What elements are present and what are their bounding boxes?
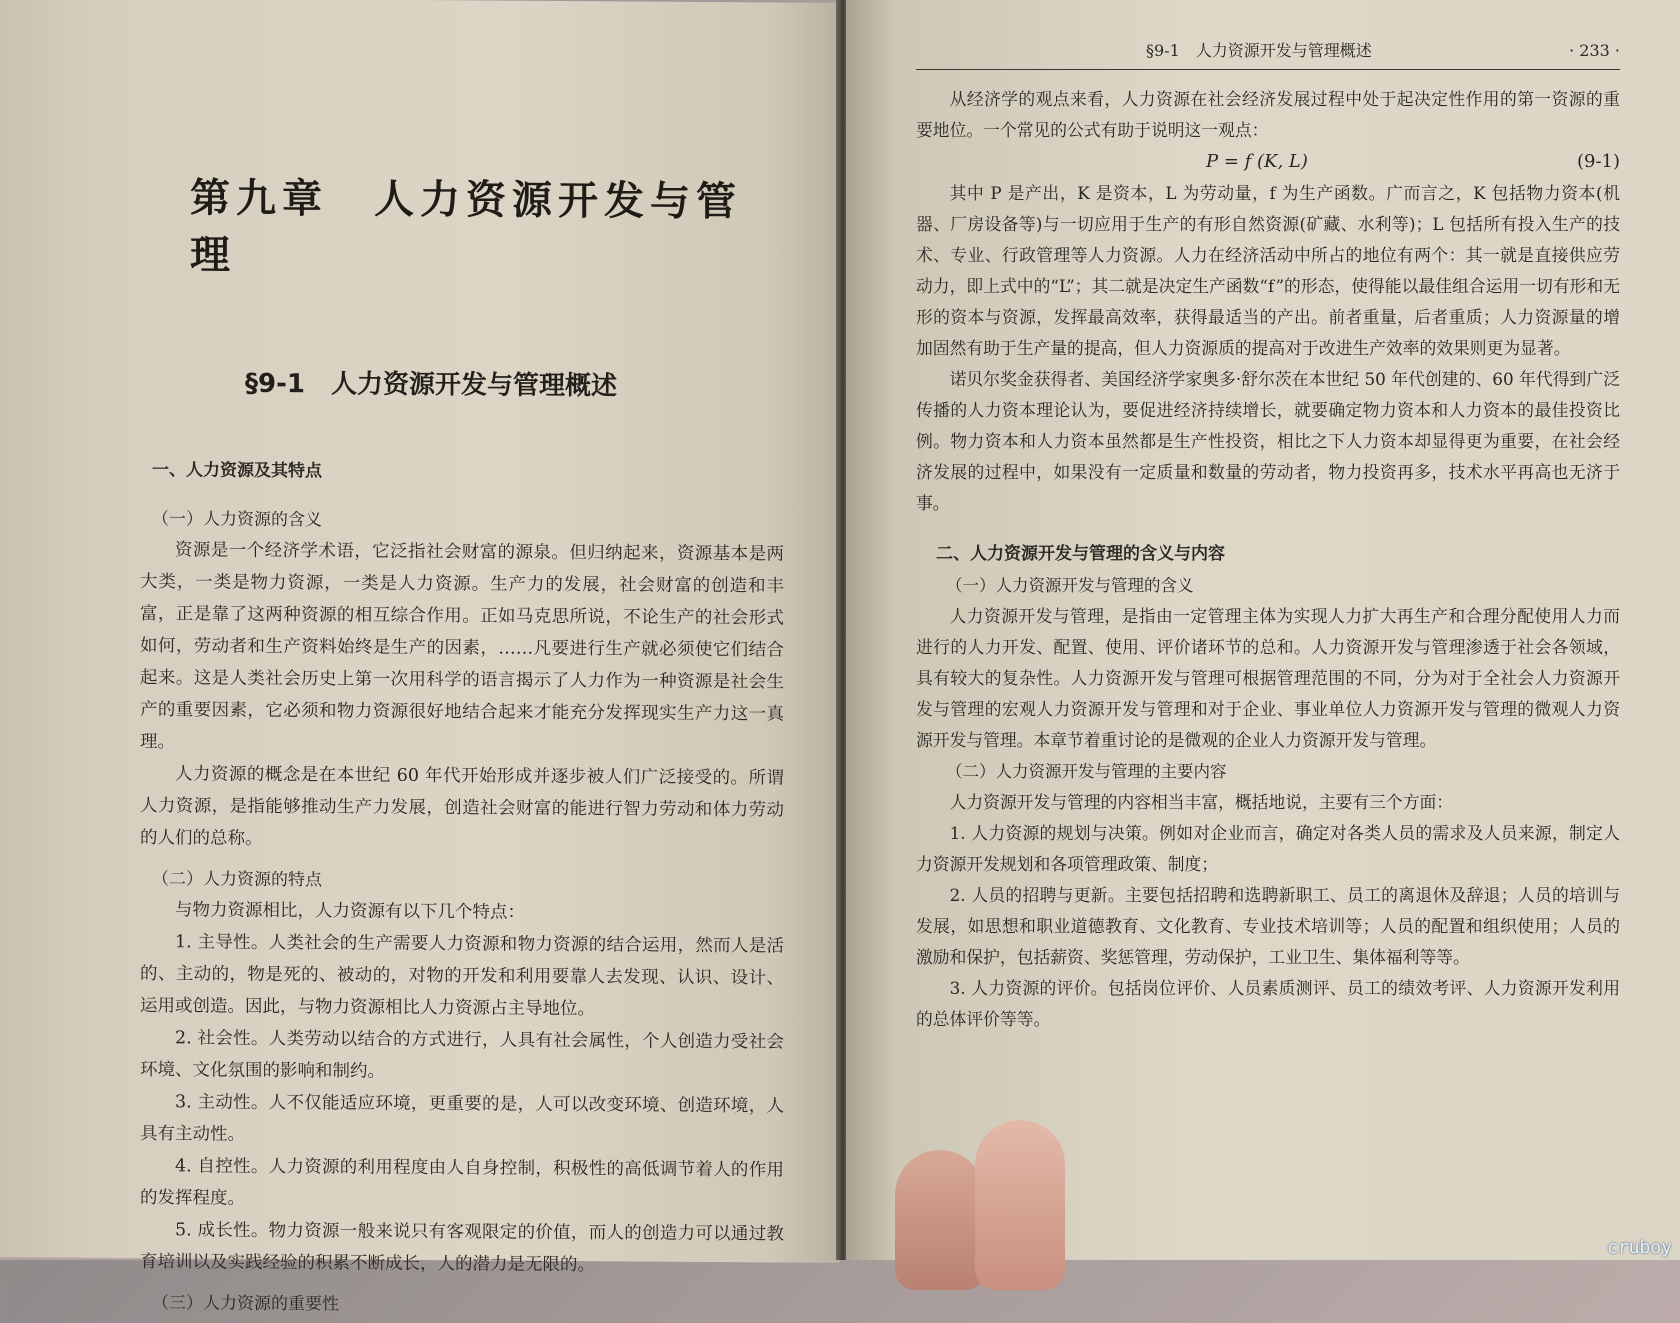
paragraph: 与物力资源相比，人力资源有以下几个特点： — [175, 900, 525, 923]
formula-row — [916, 146, 1620, 178]
paragraph: 从经济学的观点来看，人力资源在社会经济发展过程中处于起决定性作用的第一资源的重要地位。一个常见的公式有助于说明这一观点： — [916, 89, 1620, 140]
feature-item: 1. 主导性。人类社会的生产需要人力资源和物力资源的结合运用，然而人是活的、主动的，物是死的、被动的，对物的开发和利用要靠人去发现、认识、设计、运用或创造。因此，与物力资源相比人力资源占主导地位。 — [140, 932, 784, 1020]
page-number: · 233 · — [1569, 41, 1620, 60]
formula: P = f (K, L) — [1206, 151, 1308, 172]
subheading-importance: （三）人力资源的重要性 — [152, 1293, 339, 1315]
watermark: cruboy — [1606, 1237, 1672, 1258]
heading-meaning-content: 二、人力资源开发与管理的含义与内容 — [936, 544, 1225, 564]
section-title: §9-1 人力资源开发与管理概述 — [245, 368, 617, 402]
subheading-meaning: （一）人力资源开发与管理的含义 — [946, 576, 1194, 595]
thumb-holding-page — [895, 1150, 985, 1290]
content-item: 1. 人力资源的规划与决策。例如对企业而言，确定对各类人员的需求及人员来源，制定人力资源开发规划和各项管理政策、制度； — [916, 823, 1620, 874]
paragraph: 其中 P 是产出，K 是资本，L 为劳动量，f 为生产函数。广而言之，K 包括物力资本(机器、厂房设备等)与一切应用于生产的有形自然资源(矿藏、水利等)；L 包括所有投入生产的技术、专业、行政管理等人力资源。人力在经济活动中所占的地位有两个：其一就是直接供应劳动力，即上式中的“L”；其二就是决定生产函数“f”的形态，使得能以最佳组合运用一切有形和无形的资本与资源，发挥最高效率，获得最适当的产出。前者重量，后者重质；人力资源量的增加固然有助于生产量的提高，但人力资源质的提高对于改进生产效率的效果则更为显著。 — [916, 183, 1620, 358]
running-header — [916, 38, 1620, 70]
feature-item: 2. 社会性。人类劳动以结合的方式进行，人具有社会属性，个人创造力受社会环境、文化氛围的影响和制约。 — [140, 1028, 784, 1082]
content-item: 2. 人员的招聘与更新。主要包括招聘和选聘新职工、员工的离退休及辞退；人员的培训与发展，如思想和职业道德教育、文化教育、专业技术培训等；人员的配置和组织使用；人员的激励和保护，包括薪资、奖惩管理，劳动保护，工业卫生、集体福利等等。 — [916, 885, 1620, 967]
paragraph: 资源是一个经济学术语，它泛指社会财富的源泉。但归纳起来，资源基本是两大类，一类是物力资源，一类是人力资源。生产力的发展，社会财富的创造和丰富，正是靠了这两种资源的相互综合作用。正如马克思所说，不论生产的社会形式如何，劳动者和生产资料始终是生产的因素，……凡要进行生产就必须使它们结合起来。这是人类社会历史上第一次用科学的语言揭示了人力作为一种资源是社会生产的重要因素，它必须和物力资源很好地结合起来才能充分发挥现实生产力这一真理。 — [140, 540, 784, 753]
paragraph: 人力资源开发与管理，是指由一定管理主体为实现人力扩大再生产和合理分配使用人力而进行的人力开发、配置、使用、评价诸环节的总和。人力资源开发与管理渗透于社会各领域，具有较大的复杂性。人力资源开发与管理可根据管理范围的不同，分为对于全社会人力资源开发与管理的宏观人力资源开发与管理和对于企业、事业单位人力资源开发与管理的微观人力资源开发与管理。本章节着重讨论的是微观的企业人力资源开发与管理。 — [916, 606, 1620, 750]
paragraph: 人力资源的概念是在本世纪 60 年代开始形成并逐步被人们广泛接受的。所谓人力资源，是指能够推动生产力发展，创造社会财富的能进行智力劳动和体力劳动的人们的总称。 — [140, 764, 784, 849]
subheading-meaning: （一）人力资源的含义 — [152, 509, 322, 531]
left-book-page — [0, 0, 840, 1315]
formula-number: (9-1) — [1576, 151, 1620, 172]
right-book-page — [846, 0, 1680, 1260]
feature-item: 5. 成长性。物力资源一般来说只有客观限定的价值，而人的创造力可以通过教育培训以及实践经验的积累不断成长，人的潜力是无限的。 — [140, 1220, 784, 1276]
subheading-features: （二）人力资源的特点 — [152, 869, 322, 891]
chapter-title: 第九章 人力资源开发与管理 — [190, 175, 742, 279]
paragraph: 诺贝尔奖金获得者、美国经济学家奥多·舒尔茨在本世纪 50 年代创建的、60 年代得到广泛传播的人力资本理论认为，要促进经济持续增长，就要确定物力资本和人力资本的最佳投资比例。物力资本和人力资本虽然都是生产性投资，相比之下人力资本却显得更为重要，在社会经济发展的过程中，如果没有一定质量和数量的劳动者，物力投资再多，技术水平再高也无济于事。 — [916, 369, 1620, 513]
running-head-title: §9-1 人力资源开发与管理概述 — [1146, 41, 1372, 60]
content-item: 3. 人力资源的评价。包括岗位评价、人员素质测评、员工的绩效考评、人力资源开发利用的总体评价等等。 — [916, 978, 1620, 1029]
finger-holding-page — [975, 1120, 1065, 1290]
paragraph: 人力资源开发与管理的内容相当丰富，概括地说，主要有三个方面： — [949, 792, 1454, 812]
feature-item: 3. 主动性。人不仅能适应环境，更重要的是，人可以改变环境、创造环境，人具有主动性。 — [140, 1092, 784, 1145]
heading-resource-features: 一、人力资源及其特点 — [152, 460, 322, 482]
feature-item: 4. 自控性。人力资源的利用程度由人自身控制，积极性的高低调节着人的作用的发挥程度。 — [140, 1156, 784, 1209]
subheading-content: （二）人力资源开发与管理的主要内容 — [946, 762, 1227, 781]
